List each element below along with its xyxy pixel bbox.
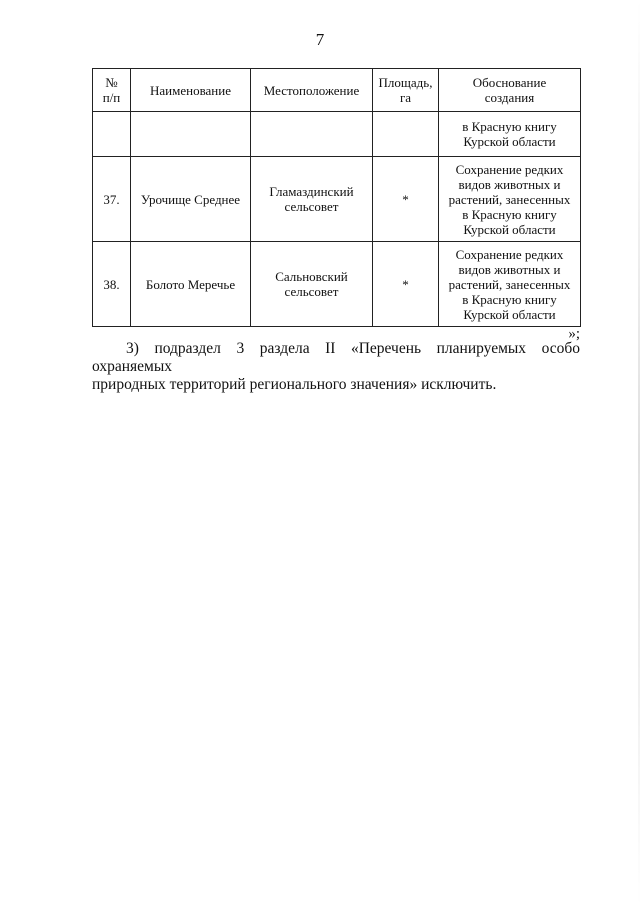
amendment-paragraph — [92, 340, 580, 394]
cell-name: Урочище Среднее — [131, 157, 251, 242]
cell-area: * — [373, 242, 439, 327]
page-number: 7 — [315, 30, 325, 49]
cell-area: * — [373, 157, 439, 242]
cell-name — [131, 112, 251, 157]
cell-number: 38. — [93, 242, 131, 327]
table-row — [93, 242, 581, 327]
cell-location — [251, 112, 373, 157]
table-header-row — [93, 69, 581, 112]
cell-location: Гламаздинский сельсовет — [251, 157, 373, 242]
cell-number — [93, 112, 131, 157]
protected-areas-table — [92, 68, 581, 327]
cell-basis: Сохранение редких видов животных и растений, занесенных в Красную книгу Курской области — [439, 242, 581, 327]
paragraph-line: природных территорий регионального значения» исключить. — [92, 376, 497, 393]
cell-area — [373, 112, 439, 157]
table-row-continuation — [93, 112, 581, 157]
closing-quote: »; — [568, 326, 580, 342]
paragraph-line: 3) подраздел 3 раздела II «Перечень планируемых особо охраняемых — [92, 340, 580, 375]
cell-location: Сальновский сельсовет — [251, 242, 373, 327]
cell-basis: Сохранение редких видов животных и растений, занесенных в Красную книгу Курской области — [439, 157, 581, 242]
header-location: Местоположение — [251, 69, 373, 112]
header-name: Наименование — [131, 69, 251, 112]
table-row — [93, 157, 581, 242]
cell-name: Болото Меречье — [131, 242, 251, 327]
cell-number: 37. — [93, 157, 131, 242]
header-area: Площадь, га — [373, 69, 439, 112]
header-number: № п/п — [93, 69, 131, 112]
cell-basis: в Красную книгу Курской области — [439, 112, 581, 157]
header-basis: Обоснование создания — [439, 69, 581, 112]
